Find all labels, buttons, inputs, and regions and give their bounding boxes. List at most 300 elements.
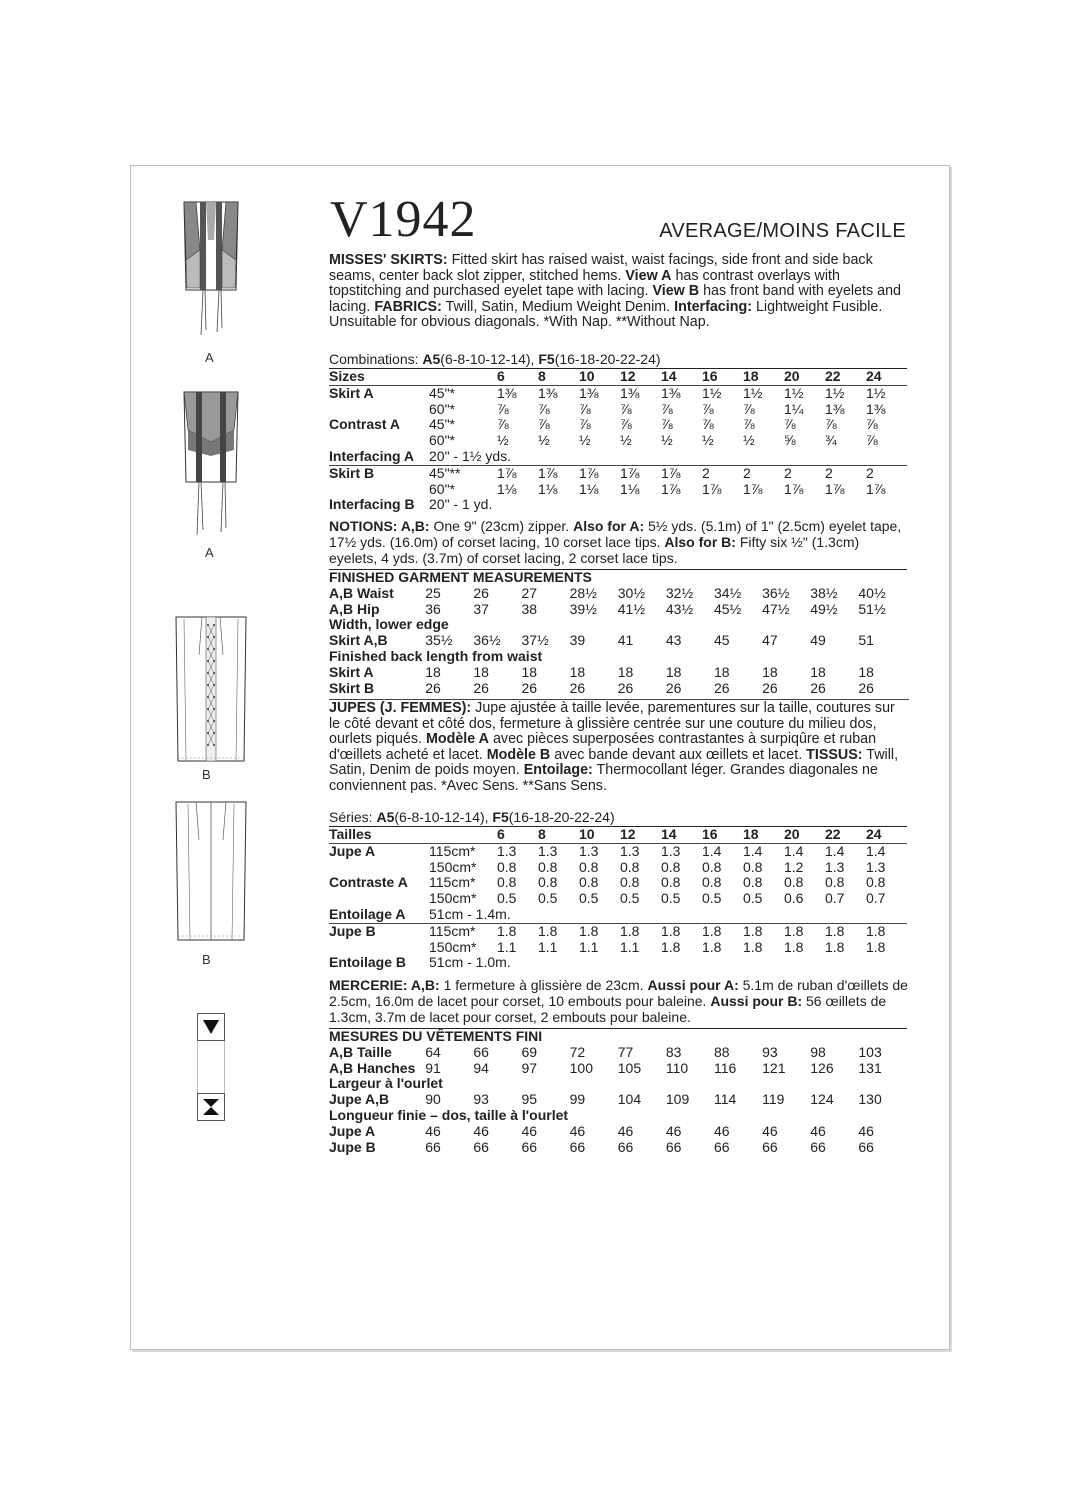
yardage-value: 1½ xyxy=(866,385,907,401)
measurement-value: 47 xyxy=(762,632,778,649)
yardage-value: 1⅛ xyxy=(497,480,517,497)
sizes-label: Sizes xyxy=(329,369,429,386)
yardage-value: ⅞ xyxy=(743,416,755,433)
yardage-value: 1⅞ xyxy=(784,480,804,497)
measurement-value: 30½ xyxy=(617,584,645,601)
measurement-value: 66 xyxy=(521,1138,538,1155)
yardage-value: 0.8 xyxy=(579,874,599,891)
yardage-value: 0.8 xyxy=(538,874,558,891)
row-label: A,B Hip xyxy=(329,600,380,617)
yardage-value: 1⅜ xyxy=(620,385,661,401)
yardage-value: 0.8 xyxy=(784,874,804,891)
measurement-value: 18 xyxy=(858,663,874,680)
yardage-value: 1.3 xyxy=(825,858,845,875)
measurement-value: 46 xyxy=(665,1122,682,1139)
row-label: Skirt A xyxy=(329,663,374,680)
yardage-value: ⅞ xyxy=(497,416,509,433)
yardage-value: ⅞ xyxy=(579,416,591,433)
size-header: 6 xyxy=(497,827,538,844)
yardage-value: 1.8 xyxy=(866,938,886,955)
row-label: Jupe A xyxy=(329,1122,376,1139)
measurement-value: 110 xyxy=(665,1059,689,1076)
yardage-value: 1.8 xyxy=(538,923,579,939)
yardage-value: 0.8 xyxy=(825,874,845,891)
measurement-value: 49 xyxy=(810,632,826,649)
measurement-value: 95 xyxy=(521,1091,538,1108)
size-header: 8 xyxy=(538,369,579,386)
measurement-value: 26 xyxy=(521,679,538,696)
measurement-value: 51 xyxy=(858,632,874,649)
row-label: Skirt A xyxy=(329,385,429,401)
yardage-value: 1.8 xyxy=(825,938,845,955)
measurement-value: 66 xyxy=(858,1138,874,1155)
view-a-front-illustration xyxy=(176,200,246,340)
width-value: 51cm - 1.0m. xyxy=(429,954,511,971)
measurement-value: 97 xyxy=(521,1059,538,1076)
row-label: Jupe B xyxy=(329,1138,376,1155)
yardage-value: 0.5 xyxy=(579,890,599,907)
table-row xyxy=(329,602,907,618)
description-en: MISSES' SKIRTS: Fitted skirt has raised waist, waist facings, side front and side back seams, center back slot zipper, stitched hems. View A has contrast overlays with topstitching and purchased eyelet tape with lacing. View B has front band with eyelets and lacing. FABRICS: Twill, Satin, Medium Weight Denim. Interfacing: Lightweight Fusible. Unsuitable for obvious diagonals. *With Nap. **Without Nap. xyxy=(329,252,901,330)
yardage-value: ½ xyxy=(743,432,755,449)
view-label-a-front: A xyxy=(205,350,214,365)
measurement-value: 40½ xyxy=(858,584,886,601)
yardage-value: 1⅜ xyxy=(579,385,620,401)
yardage-value: ⅞ xyxy=(579,400,591,417)
view-b-front-illustration xyxy=(166,615,256,765)
measurement-value: 18 xyxy=(762,663,778,680)
measurement-value: 37 xyxy=(473,600,489,617)
measurement-value: 109 xyxy=(665,1091,690,1108)
measurement-value: 18 xyxy=(521,663,538,680)
yardage-value: 1.8 xyxy=(743,938,763,955)
row-label xyxy=(329,433,429,449)
measurement-value: 38½ xyxy=(810,584,838,601)
yardage-value: 2 xyxy=(825,465,866,481)
yardage-value: 1.2 xyxy=(784,858,804,875)
yardage-value: 1⅛ xyxy=(579,480,599,497)
measurement-value: 39 xyxy=(569,632,586,649)
measurement-value: 66 xyxy=(762,1138,778,1155)
yardage-value: 1.8 xyxy=(784,938,804,955)
yardage-value: ⅞ xyxy=(497,400,509,417)
size-header: 18 xyxy=(743,369,784,386)
measurement-value: 36 xyxy=(425,600,441,617)
triangle-down-icon xyxy=(197,1013,225,1041)
size-header: 10 xyxy=(579,369,620,386)
yardage-value: 0.7 xyxy=(866,890,886,907)
measurement-value: 26 xyxy=(473,584,489,601)
fabric-width: 150cm* xyxy=(429,890,477,907)
yardage-value: 1.8 xyxy=(620,923,661,939)
table-row xyxy=(329,1140,907,1156)
size-header: 16 xyxy=(702,369,743,386)
row-label: Contrast A xyxy=(329,416,401,433)
size-header: 24 xyxy=(866,827,907,844)
measurement-value: 26 xyxy=(810,679,826,696)
yardage-value: 2 xyxy=(702,465,743,481)
row-label: Skirt A,B xyxy=(329,632,388,649)
fabric-width: 45"* xyxy=(429,416,455,433)
fabric-width: 150cm* xyxy=(429,858,477,875)
table-row xyxy=(329,433,907,449)
measurement-value: 66 xyxy=(569,1138,586,1155)
yardage-value: 1.3 xyxy=(497,843,538,859)
table-row xyxy=(329,385,907,401)
yardage-value: ⅝ xyxy=(784,432,796,449)
row-label xyxy=(329,891,429,907)
measurement-value: 18 xyxy=(810,663,826,680)
fold-icons xyxy=(197,1013,225,1121)
yardage-value: 0.6 xyxy=(784,890,804,907)
measurement-value: 46 xyxy=(569,1122,586,1139)
yardage-value: ½ xyxy=(579,432,591,449)
row-label: Contraste A xyxy=(329,874,408,891)
measurement-value: 104 xyxy=(617,1091,642,1108)
measurement-value: 45 xyxy=(714,632,730,649)
yardage-value: 1.4 xyxy=(825,843,866,859)
measurement-value: 46 xyxy=(473,1122,489,1139)
measurement-value: 126 xyxy=(810,1059,834,1076)
table-row xyxy=(329,1076,907,1092)
measurement-value: 46 xyxy=(425,1122,441,1139)
measurement-value: 36½ xyxy=(473,632,501,649)
measurement-value: 25 xyxy=(425,584,441,601)
yardage-value: 1.4 xyxy=(866,843,907,859)
fabric-width: 115cm* xyxy=(429,923,497,939)
fabric-width: 115cm* xyxy=(429,874,476,891)
yardage-value: ½ xyxy=(497,432,509,449)
combinations-fr: Séries: A5(6-8-10-12-14), F5(16-18-20-22-24) xyxy=(329,809,615,825)
table-row xyxy=(329,617,907,633)
measurement-value: 46 xyxy=(521,1122,538,1139)
width-value: 51cm - 1.4m. xyxy=(429,905,511,922)
finished-measurements-fr xyxy=(329,1028,907,1155)
row-label xyxy=(329,860,429,876)
section-heading: FINISHED GARMENT MEASUREMENTS xyxy=(329,570,907,586)
yardage-value: 0.8 xyxy=(497,874,517,891)
description-fr: JUPES (J. FEMMES): Jupe ajustée à taille levée, parementures sur la taille, coutures sur le côté devant et côté dos, fermeture à glissière centrée sur une couture du milieu dos, ourlets piqués. Modèle A avec pièces superposées contrastantes à surpiqûre et ruban d'œillets acheté et lacet. Modèle B avec bande devant aux œillets et lacet. TISSUS: Twill, Satin, Denim de poids moyen. Entoilage: Thermocollant léger. Grandes diagonales ne conviennent pas. *Avec Sens. **Sans Sens. xyxy=(329,699,909,794)
measurement-value: 18 xyxy=(569,663,586,680)
row-label: Jupe A xyxy=(329,843,429,859)
yardage-value: ⅞ xyxy=(866,416,878,433)
measurement-value: 66 xyxy=(425,1138,441,1155)
pattern-number: V1942 xyxy=(330,191,477,248)
measurement-value: 66 xyxy=(714,1138,730,1155)
yardage-value: ¾ xyxy=(825,432,837,449)
size-header: 12 xyxy=(620,827,661,844)
measurement-value: 26 xyxy=(858,679,874,696)
view-label-a-back: A xyxy=(205,545,214,560)
yardage-value: 1½ xyxy=(825,385,866,401)
measurement-value: 18 xyxy=(714,663,730,680)
table-row xyxy=(329,940,907,956)
measurement-value: 26 xyxy=(473,679,489,696)
table-row xyxy=(329,586,907,602)
yardage-value: 0.5 xyxy=(702,890,722,907)
size-header: 20 xyxy=(784,369,825,386)
measurement-value: 66 xyxy=(473,1043,489,1060)
measurement-value: 88 xyxy=(714,1043,730,1060)
row-label: Interfacing B xyxy=(329,496,415,513)
measurement-value: 26 xyxy=(425,679,441,696)
yardage-value: 0.5 xyxy=(538,890,558,907)
size-header: 8 xyxy=(538,827,579,844)
yardage-value: 1⅞ xyxy=(743,480,763,497)
yardage-value: 1.8 xyxy=(784,923,825,939)
row-label xyxy=(329,402,429,418)
measurement-value: 46 xyxy=(617,1122,634,1139)
measurement-value: 26 xyxy=(569,679,586,696)
yardage-value: 2 xyxy=(866,465,907,481)
yardage-value: ½ xyxy=(702,432,714,449)
measurement-value: 36½ xyxy=(762,584,790,601)
table-row xyxy=(329,633,907,649)
fabric-width: 45"** xyxy=(429,465,497,481)
row-label xyxy=(329,940,429,956)
size-header: 14 xyxy=(661,827,702,844)
size-header: 24 xyxy=(866,369,907,386)
measurement-value: 99 xyxy=(569,1091,586,1108)
table-row xyxy=(329,923,907,939)
measurement-value: 98 xyxy=(810,1043,826,1060)
measurement-value: 39½ xyxy=(569,600,597,617)
row-label: Entoilage B xyxy=(329,954,407,971)
measurement-value: 26 xyxy=(714,679,730,696)
measurement-value: 66 xyxy=(810,1138,826,1155)
fabric-width: 45"* xyxy=(429,385,497,401)
subheading: Width, lower edge xyxy=(329,616,449,633)
yardage-value: ½ xyxy=(620,432,632,449)
yardage-value: 1⅞ xyxy=(579,465,620,481)
measurement-value: 46 xyxy=(714,1122,730,1139)
yardage-value: 1⅛ xyxy=(538,480,558,497)
row-label xyxy=(329,482,429,498)
measurement-value: 46 xyxy=(762,1122,778,1139)
yardage-value: ⅞ xyxy=(538,416,550,433)
measurement-value: 18 xyxy=(665,663,682,680)
fabric-width: 150cm* xyxy=(429,938,477,955)
yardage-value: 1.8 xyxy=(702,938,722,955)
yardage-value: 1½ xyxy=(784,385,825,401)
yardage-value: 0.5 xyxy=(661,890,681,907)
yardage-value: 2 xyxy=(743,465,784,481)
yardage-value: 1.8 xyxy=(661,938,681,955)
measurement-value: 121 xyxy=(762,1059,786,1076)
table-row xyxy=(329,843,907,859)
yardage-value: ⅞ xyxy=(538,400,550,417)
size-header-row xyxy=(329,369,907,386)
size-header: 22 xyxy=(825,369,866,386)
table-row xyxy=(329,891,907,907)
notions-en: NOTIONS: A,B: One 9" (23cm) zipper. Also for A: 5½ yds. (5.1m) of 1" (2.5cm) eyelet tape, 17½ yds. (16.0m) of corset lacing, 10 corset lace tips. Also for B: Fifty six ½" (1.3cm) eyelets, 4 yds. (3.7m) of corset lacing, 2 corset lace tips. xyxy=(329,518,902,566)
table-row xyxy=(329,465,907,481)
measurement-value: 77 xyxy=(617,1043,634,1060)
measurement-value: 35½ xyxy=(425,632,453,649)
yardage-value: ⅞ xyxy=(620,416,632,433)
table-row xyxy=(329,681,907,697)
yardage-value: 0.8 xyxy=(702,858,722,875)
measurement-value: 69 xyxy=(521,1043,538,1060)
table-row xyxy=(329,497,907,513)
size-header: 10 xyxy=(579,827,620,844)
measurement-value: 72 xyxy=(569,1043,586,1060)
row-label: Skirt B xyxy=(329,679,375,696)
measurement-value: 26 xyxy=(665,679,682,696)
row-label: Entoilage A xyxy=(329,905,406,922)
yardage-value: ⅞ xyxy=(784,416,796,433)
yardage-value: 0.8 xyxy=(620,874,640,891)
yardage-value: 1.1 xyxy=(620,938,640,955)
sizes-label: Tailles xyxy=(329,827,429,844)
yardage-value: 1.4 xyxy=(743,843,784,859)
yardage-value: 1.3 xyxy=(579,843,620,859)
table-row xyxy=(329,875,907,891)
table-row xyxy=(329,955,907,971)
row-label: A,B Waist xyxy=(329,584,394,601)
yardage-value: ⅞ xyxy=(743,400,755,417)
yardage-value: 1⅜ xyxy=(825,400,845,417)
measurement-value: 124 xyxy=(810,1091,834,1108)
yardage-value: 1⅜ xyxy=(661,385,702,401)
measurement-value: 51½ xyxy=(858,600,886,617)
row-label: A,B Taille xyxy=(329,1043,392,1060)
measurement-value: 37½ xyxy=(521,632,549,649)
yardage-value: 1½ xyxy=(702,385,743,401)
measurement-value: 131 xyxy=(858,1059,882,1076)
table-row xyxy=(329,1092,907,1108)
yardage-value: 1⅜ xyxy=(538,385,579,401)
yardage-value: 0.5 xyxy=(743,890,763,907)
yardage-value: 1⅞ xyxy=(825,480,845,497)
table-row xyxy=(329,417,907,433)
measurement-value: 26 xyxy=(762,679,778,696)
section-heading-row xyxy=(329,1029,907,1045)
yardage-value: ½ xyxy=(661,432,673,449)
table-row xyxy=(329,402,907,418)
yardage-value: 1⅞ xyxy=(538,465,579,481)
yardage-value: 1.4 xyxy=(784,843,825,859)
table-row xyxy=(329,482,907,498)
measurement-value: 64 xyxy=(425,1043,441,1060)
width-value: 20" - 1 yd. xyxy=(429,496,493,513)
measurement-value: 18 xyxy=(617,663,634,680)
measurement-value: 38 xyxy=(521,600,538,617)
yardage-value: 0.8 xyxy=(538,858,558,875)
table-row xyxy=(329,649,907,665)
yardage-value: 1⅞ xyxy=(661,465,702,481)
yardage-value: 0.8 xyxy=(620,858,640,875)
yardage-value: 0.8 xyxy=(661,858,681,875)
measurement-value: 119 xyxy=(762,1091,785,1108)
yardage-value: ⅞ xyxy=(702,400,714,417)
view-label-b-back: B xyxy=(202,952,211,967)
view-label-b-front: B xyxy=(202,767,211,782)
fabric-width: 60"* xyxy=(429,432,455,449)
size-header-row xyxy=(329,827,907,844)
measurement-value: 130 xyxy=(858,1091,882,1108)
subheading: Longueur finie – dos, taille à l'ourlet xyxy=(329,1106,569,1123)
yardage-value: 1.8 xyxy=(866,923,907,939)
measurement-value: 114 xyxy=(714,1091,737,1108)
yardage-value: 1.3 xyxy=(620,843,661,859)
measurement-value: 94 xyxy=(473,1059,489,1076)
measurement-value: 49½ xyxy=(810,600,838,617)
yardage-table-en xyxy=(329,368,907,513)
yardage-value: 1⅜ xyxy=(497,385,538,401)
measurement-value: 45½ xyxy=(714,600,742,617)
yardage-value: 0.8 xyxy=(661,874,681,891)
yardage-value: 1.3 xyxy=(538,843,579,859)
yardage-value: 1.1 xyxy=(497,938,517,955)
measurement-value: 46 xyxy=(858,1122,874,1139)
yardage-value: 1.1 xyxy=(579,938,599,955)
yardage-value: 0.8 xyxy=(743,874,763,891)
yardage-table-fr xyxy=(329,826,907,971)
measurement-value: 32½ xyxy=(665,584,694,601)
yardage-value: ⅞ xyxy=(661,416,673,433)
yardage-value: 1⅞ xyxy=(702,480,722,497)
yardage-value: ⅞ xyxy=(866,432,878,449)
row-label: A,B Hanches xyxy=(329,1059,416,1076)
measurement-value: 34½ xyxy=(714,584,742,601)
measurement-value: 83 xyxy=(665,1043,682,1060)
subheading: Finished back length from waist xyxy=(329,647,543,664)
yardage-value: 1⅞ xyxy=(497,465,538,481)
table-row xyxy=(329,665,907,681)
yardage-value: 2 xyxy=(784,465,825,481)
table-row xyxy=(329,1108,907,1124)
yardage-value: 1.3 xyxy=(866,858,886,875)
yardage-value: ⅞ xyxy=(661,400,673,417)
row-label: Skirt B xyxy=(329,465,429,481)
measurement-value: 18 xyxy=(425,663,441,680)
table-row xyxy=(329,449,907,465)
measurement-value: 105 xyxy=(617,1059,642,1076)
fabric-width: 115cm* xyxy=(429,843,497,859)
yardage-value: ½ xyxy=(538,432,550,449)
size-header: 18 xyxy=(743,827,784,844)
yardage-value: 1.8 xyxy=(579,923,620,939)
row-label: Interfacing A xyxy=(329,447,415,464)
table-row xyxy=(329,1124,907,1140)
table-row xyxy=(329,1045,907,1061)
measurement-value: 41½ xyxy=(617,600,645,617)
view-a-back-illustration xyxy=(176,390,246,540)
yardage-value: 1⅞ xyxy=(661,480,681,497)
yardage-value: ⅞ xyxy=(825,416,837,433)
yardage-value: 1.3 xyxy=(661,843,702,859)
yardage-value: 0.8 xyxy=(866,874,886,891)
finished-measurements-en xyxy=(329,569,907,696)
yardage-value: 1⅛ xyxy=(620,480,640,497)
size-header: 20 xyxy=(784,827,825,844)
table-row xyxy=(329,860,907,876)
measurement-value: 100 xyxy=(569,1059,593,1076)
subheading: Largeur à l'ourlet xyxy=(329,1075,443,1092)
section-heading: MESURES DU VÊTEMENTS FINI xyxy=(329,1029,907,1045)
measurement-value: 47½ xyxy=(762,600,790,617)
measurement-value: 46 xyxy=(810,1122,826,1139)
row-label: Jupe B xyxy=(329,923,429,939)
measurement-value: 18 xyxy=(473,663,489,680)
difficulty-level: AVERAGE/MOINS FACILE xyxy=(659,220,906,242)
yardage-value: 1.8 xyxy=(702,923,743,939)
measurement-value: 26 xyxy=(617,679,634,696)
measurement-value: 66 xyxy=(617,1138,634,1155)
fabric-width: 60"* xyxy=(429,480,455,497)
measurement-value: 90 xyxy=(425,1091,441,1108)
